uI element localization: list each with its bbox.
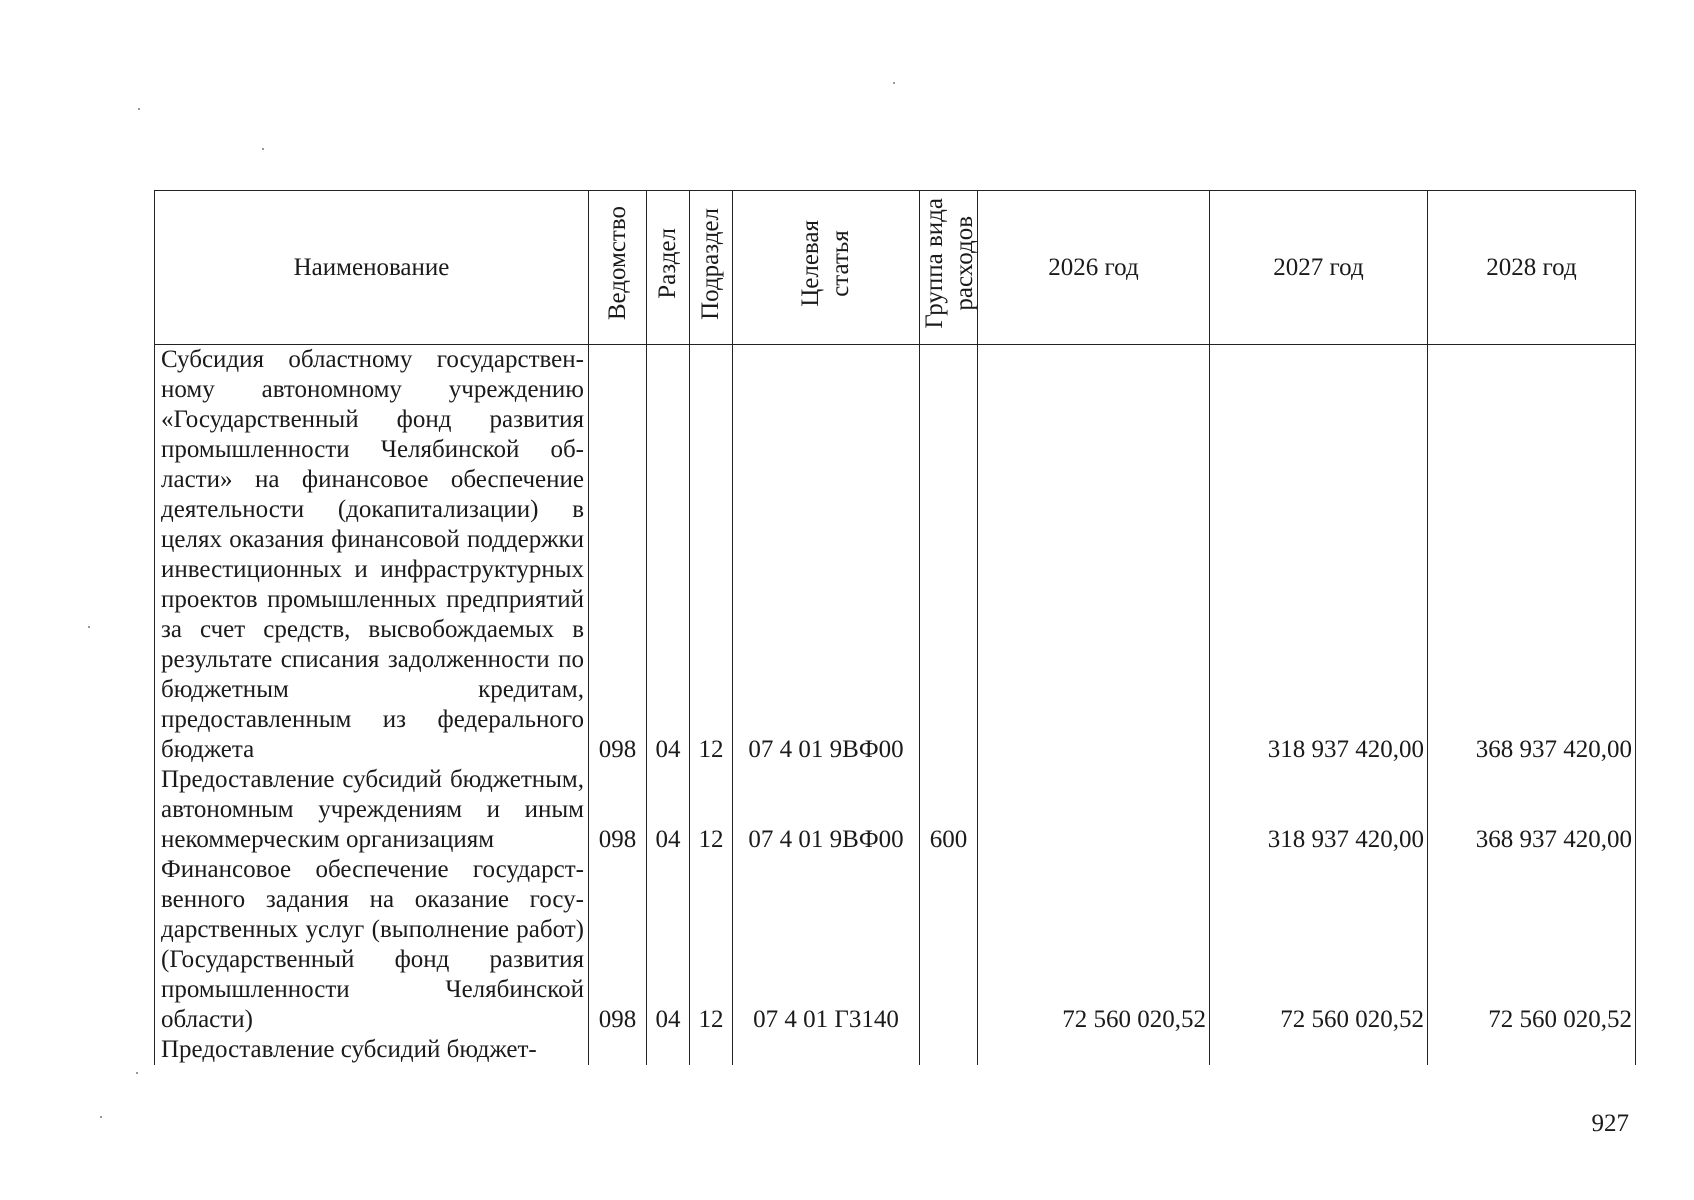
row-target-article: 07 4 01 9ВФ00	[733, 765, 920, 855]
row-name: Предоставление субсидий бюджетным, автономным учреждениям и иным некоммерческим организациям	[155, 765, 589, 855]
row-department: 098	[589, 765, 647, 855]
scan-speck	[100, 1116, 102, 1118]
row-target-article	[733, 1035, 920, 1065]
table-row	[155, 855, 1636, 1035]
row-amount-2028	[1428, 1035, 1636, 1065]
header-section: Раздел	[647, 191, 690, 345]
scan-speck	[138, 108, 140, 110]
scan-speck	[136, 1072, 138, 1074]
table-row	[155, 765, 1636, 855]
budget-table	[154, 190, 1636, 1065]
row-target-article: 07 4 01 Г3140	[733, 855, 920, 1035]
row-amount-2028: 368 937 420,00	[1428, 765, 1636, 855]
row-amount-2028: 368 937 420,00	[1428, 345, 1636, 766]
row-amount-2026	[978, 1035, 1210, 1065]
row-expense-group: 600	[920, 765, 978, 855]
header-department: Ведомство	[589, 191, 647, 345]
row-department	[589, 1035, 647, 1065]
header-subsection: Подраздел	[690, 191, 733, 345]
row-section: 04	[647, 765, 690, 855]
row-name: Финансовое обеспечение государственного задания на оказание государственных услуг (выполнение работ) (Государственный фонд развития промышленности Челябинской области)	[155, 855, 589, 1035]
row-amount-2027: 318 937 420,00	[1210, 345, 1428, 766]
row-amount-2027	[1210, 1035, 1428, 1065]
row-expense-group	[920, 1035, 978, 1065]
header-expense-group: Группа вида расходов	[920, 191, 978, 345]
scan-speck	[893, 82, 895, 84]
row-name: Субсидия областному государственному автономному учреждению «Государственный фонд развития промышленности Челябинской области» на финансовое обеспечение деятельности (докапитализации) в целях оказания финансовой поддержки инвестиционных и инфраструктурных проектов промышленных предприятий за счет средств, высвобождаемых в результате списания задолженности по бюджетным кредитам, предоставленным из федерального бюджета	[155, 345, 589, 766]
scan-speck	[88, 626, 90, 628]
row-name: Предоставление субсидий бюджет-	[155, 1035, 589, 1065]
row-section: 04	[647, 345, 690, 766]
row-expense-group	[920, 855, 978, 1035]
row-target-article: 07 4 01 9ВФ00	[733, 345, 920, 766]
row-subsection: 12	[690, 765, 733, 855]
header-year-2028: 2028 год	[1428, 191, 1636, 345]
row-subsection	[690, 1035, 733, 1065]
row-department: 098	[589, 345, 647, 766]
header-target-article: Целевая статья	[733, 191, 920, 345]
row-expense-group	[920, 345, 978, 766]
table-row	[155, 345, 1636, 766]
header-name: Наименование	[155, 191, 589, 345]
row-amount-2026	[978, 345, 1210, 766]
header-year-2026: 2026 год	[978, 191, 1210, 345]
row-section	[647, 1035, 690, 1065]
row-department: 098	[589, 855, 647, 1035]
table-row	[155, 1035, 1636, 1065]
row-amount-2027: 72 560 020,52	[1210, 855, 1428, 1035]
header-year-2027: 2027 год	[1210, 191, 1428, 345]
row-subsection: 12	[690, 855, 733, 1035]
row-section: 04	[647, 855, 690, 1035]
row-amount-2026: 72 560 020,52	[978, 855, 1210, 1035]
row-amount-2026	[978, 765, 1210, 855]
table-header-row	[155, 191, 1636, 345]
row-amount-2028: 72 560 020,52	[1428, 855, 1636, 1035]
page-number: 927	[1591, 1110, 1629, 1137]
row-amount-2027: 318 937 420,00	[1210, 765, 1428, 855]
scan-speck	[262, 148, 264, 150]
row-subsection: 12	[690, 345, 733, 766]
